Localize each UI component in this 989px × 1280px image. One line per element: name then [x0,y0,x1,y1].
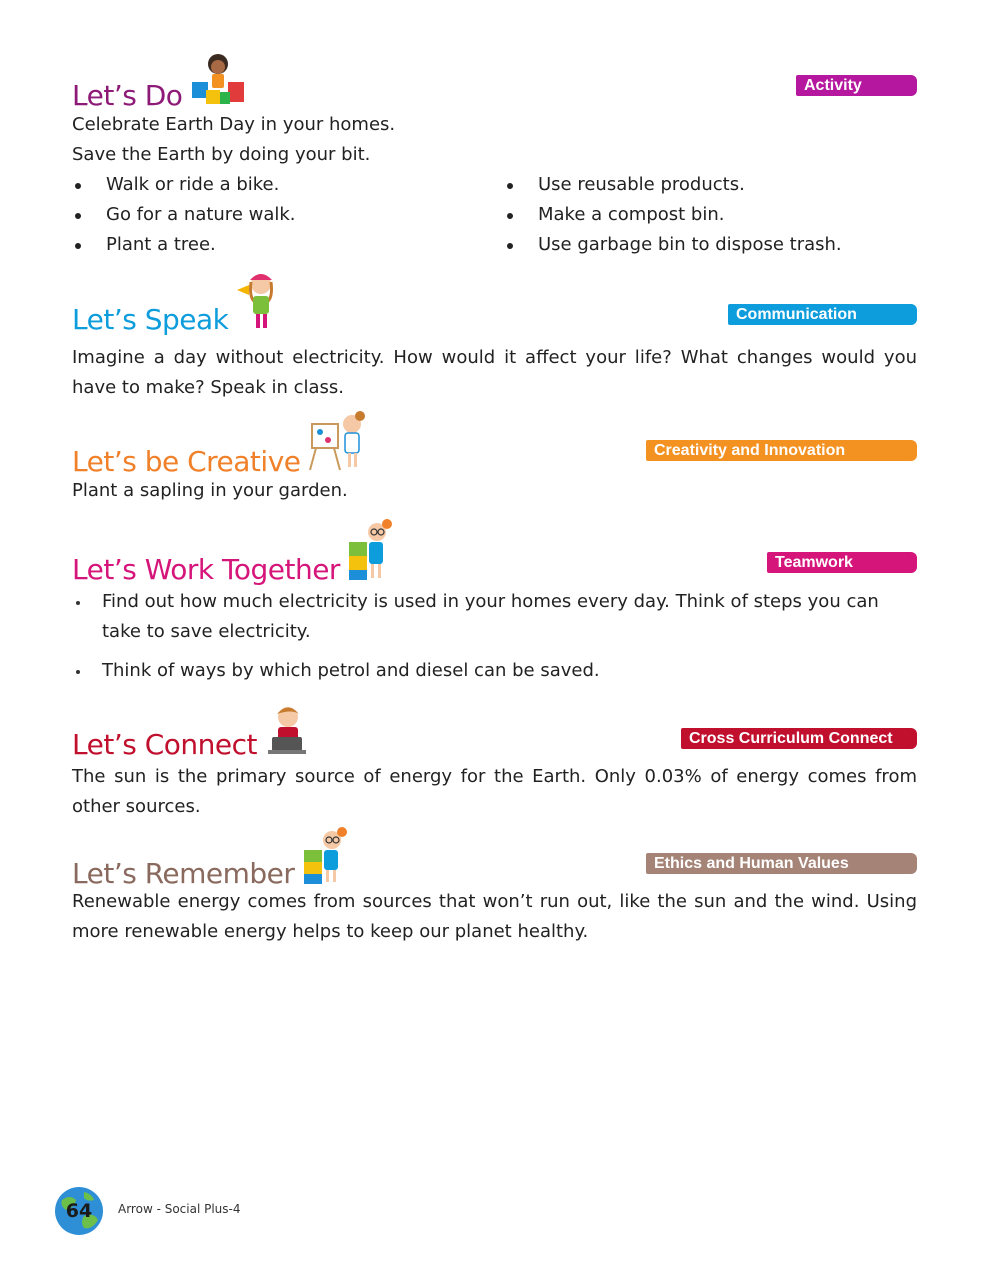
list-item: Find out how much electricity is used in your homes every day. Think of steps you can take to save electricity. [72,587,917,647]
list-item: Think of ways by which petrol and diesel can be saved. [72,656,917,686]
list-item: Make a compost bin. [504,200,842,230]
lets-connect-text: The sun is the primary source of energy for the Earth. Only 0.03% of energy comes from other sources. [72,766,917,817]
cross-curriculum-tag: Cross Curriculum Connect [681,728,917,749]
lets-work-together-list [72,587,917,695]
lets-do-list-left [72,170,296,260]
lets-do-list [72,170,917,262]
list-item: Walk or ride a bike. [72,170,296,200]
child-with-blocks-icon [302,826,350,888]
child-with-trumpet-icon [235,268,281,334]
child-with-laptop-icon [264,703,308,759]
lets-work-together-heading: Let’s Work Together [72,553,340,586]
creativity-innovation-tag: Creativity and Innovation [646,440,917,461]
child-painting-easel-icon [308,410,368,476]
teamwork-tag: Teamwork [767,552,917,573]
book-title: Arrow - Social Plus-4 [118,1202,241,1216]
lets-remember-text: Renewable energy comes from sources that won’t run out, like the sun and the wind. Using more renewable energy helps to keep our planet healthy. [72,891,917,942]
lets-speak-text: Imagine a day without electricity. How would it affect your life? What changes would you have to make? Speak in class. [72,347,917,398]
list-item: Plant a tree. [72,230,296,260]
child-with-blocks-icon [347,518,395,584]
lets-be-creative-text: Plant a sapling in your garden. [72,480,348,501]
lets-do-intro-2: Save the Earth by doing your bit. [72,144,371,165]
child-with-blocks-icon [190,52,246,110]
lets-do-list-right [504,170,842,260]
lets-do-intro-1: Celebrate Earth Day in your homes. [72,114,396,135]
activity-tag: Activity [796,75,917,96]
list-item: Go for a nature walk. [72,200,296,230]
lets-remember-heading: Let’s Remember [72,857,295,890]
lets-do-heading: Let’s Do [72,79,183,112]
communication-tag: Communication [728,304,917,325]
lets-work-together-header [72,518,917,584]
lets-speak-heading: Let’s Speak [72,303,229,336]
list-item: Use garbage bin to dispose trash. [504,230,842,260]
lets-do-header [72,52,917,110]
lets-connect-heading: Let’s Connect [72,728,257,761]
lets-be-creative-heading: Let’s be Creative [72,445,301,478]
list-item: Use reusable products. [504,170,842,200]
page-number: 64 [65,1200,93,1222]
ethics-human-values-tag: Ethics and Human Values [646,853,917,874]
